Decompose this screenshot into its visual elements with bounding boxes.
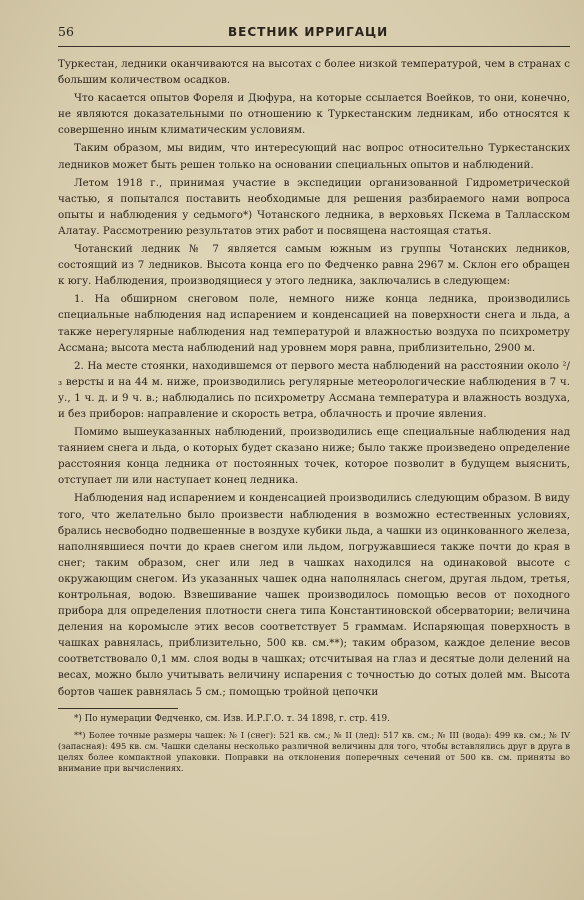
paragraph: Наблюдения над испарением и конденсацией производились следующим образом. В виду того, что желательно было произвести наблюдения в возможно естественных условиях, брались несвободно подвешенные в воздухе кубики льда, а чашки из оцинкованного железа, наполнявшиеся почти до краев снегом или льдом, погружавшиеся также почти до края в снег; таким образом, снег или лед в чашках находился на одинаковой высоте с окружающим снегом. Из указанных чашек одна наполнялась снегом, другая льдом, третья, контрольная, водою. Взвешивание чашек производилось помощью весов от походного прибора для определения плотности снега типа Константиновской обсерватории; величина деления на коромысле этих весов соответствует 5 граммам. Испаряющая поверхность в чашках равнялась, приблизительно, 500 кв. см.**); таким образом, каждое деление весов соответствовало 0,1 мм. слоя воды в чашках; отсчитывая на глаз и десятые доли делений на весах, можно было учитывать величину испарения с точностью до сотых долей мм. Высота бортов чашек равнялась 5 см.; помощью тройной цепочки: [58, 492, 570, 698]
page-number: 56: [58, 24, 74, 39]
paragraph: Чотанский ледник № 7 является самым южным из группы Чотанских ледников, состоящий из 7 ледников. Высота конца его по Федченко равна 2967 м. Склон его обращен к югу. Наблюдения, производящиеся у этого ледника, заключались в следующем:: [58, 243, 570, 288]
journal-title: ВЕСТНИК ИРРИГАЦИ: [228, 25, 389, 39]
footnote: *) По нумерации Федченко, см. Изв. И.Р.Г.О. т. 34 1898, г. стр. 419.: [74, 713, 390, 724]
footnotes: [58, 713, 570, 775]
paragraph: Что касается опытов Фореля и Дюфура, на которые ссылается Воейков, то они, конечно, не являются доказательными по отношению к Туркестанским ледникам, ибо относятся к совершенно иным климатическим условиям.: [58, 92, 570, 137]
body-text: [58, 56, 570, 700]
paragraph: 1. На обширном снеговом поле, немного ниже конца ледника, производились специальные наблюдения над испарением и конденсацией на поверхности снега и льда, а также нерегулярные наблюдения над температурой и влажностью воздуха по психрометру Ассмана; высота места наблюдений над уровнем моря равна, приблизительно, 2900 м.: [58, 293, 570, 354]
paragraph: Туркестан, ледники оканчиваются на высотах с более низкой температурой, чем в странах с большим количеством осадков.: [58, 58, 570, 87]
footnote-divider: [58, 708, 178, 709]
footnote: **) Более точные размеры чашек: № I (снег): 521 кв. см.; № II (лед): 517 кв. см.; № III (вода): 499 кв. см.; № IV (запасная): 495 кв. см. Чашки сделаны несколько различной величины для того, чтобы вставлялись друг в друга в целях более компактной упаковки. Поправки на отклонения поперечных сечений от 500 кв. см. приняты во внимание при вычислениях.: [58, 729, 570, 774]
paragraph: Помимо вышеуказанных наблюдений, производились еще специальные наблюдения над таянием снега и льда, о которых будет сказано ниже; было также произведено определение расстояния конца ледника от постоянных точек, которое позволит в будущем выяснить, отступает ли или наступает конец ледника.: [58, 426, 570, 487]
paragraph: 2. На месте стоянки, находившемся от первого места наблюдений на расстоянии около ²/₃ версты и на 44 м. ниже, производились регулярные метеорологические наблюдения в 7 ч. у., 1 ч. д. и 9 ч. в.; наблюдались по психрометру Ассмана температура и влажность воздуха, и без приборов: направление и скорость ветра, облачность и прочие явления.: [58, 359, 570, 420]
page-header: [58, 24, 570, 47]
paragraph: Таким образом, мы видим, что интересующий нас вопрос относительно Туркестанских ледников может быть решен только на основании специальных опытов и наблюдений.: [58, 142, 570, 171]
paragraph: Летом 1918 г., принимая участие в экспедиции организованной Гидрометрической частью, я попытался поставить необходимые для решения разбираемого нами вопроса опыты и наблюдения у седьмого*) Чотанского ледника, в верховьях Пскема в Талласском Алатау. Рассмотрению результатов этих работ и посвящена настоящая статья.: [58, 176, 570, 237]
